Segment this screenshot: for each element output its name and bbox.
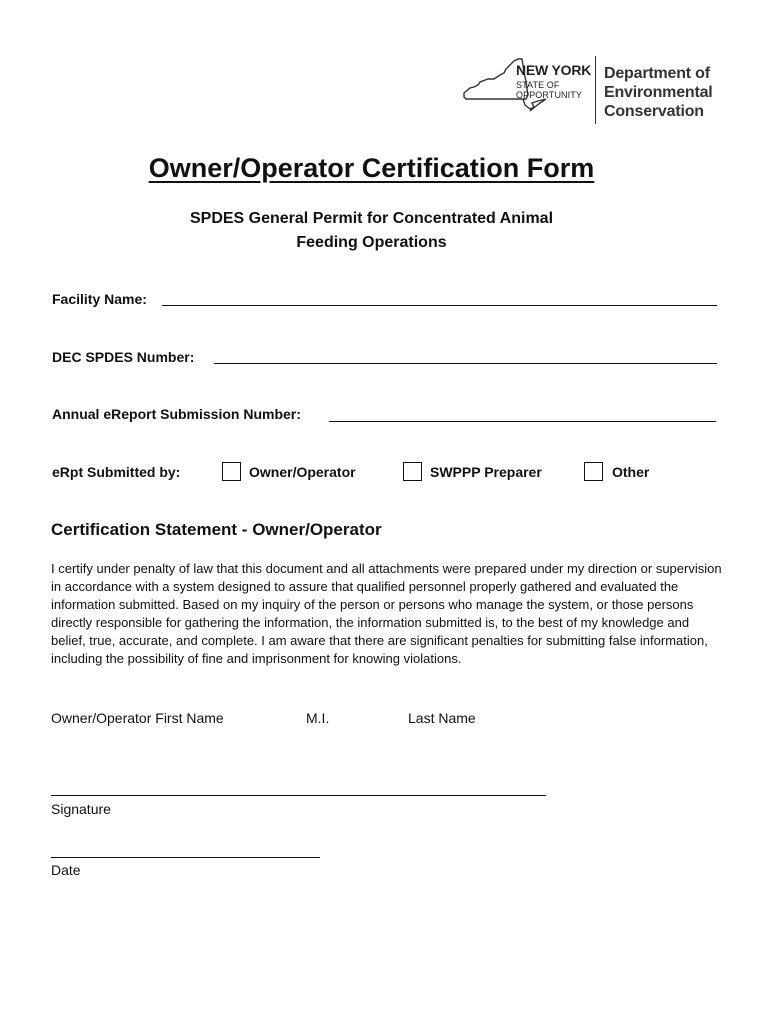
facility-name-label: Facility Name: xyxy=(52,291,147,307)
last-name-label: Last Name xyxy=(408,710,476,726)
owner-operator-option-label: Owner/Operator xyxy=(249,464,356,480)
signature-label: Signature xyxy=(51,801,111,817)
facility-name-field[interactable] xyxy=(162,305,717,306)
submitted-by-label: eRpt Submitted by: xyxy=(52,464,181,480)
dec-spdes-number-field[interactable] xyxy=(214,363,717,364)
form-title: Owner/Operator Certification Form xyxy=(148,153,595,183)
logo-state-of-opportunity: STATE OF OPPORTUNITY xyxy=(516,80,582,100)
swppp-preparer-checkbox[interactable] xyxy=(403,462,422,481)
other-checkbox[interactable] xyxy=(584,462,603,481)
first-name-label: Owner/Operator First Name xyxy=(51,710,224,726)
other-option-label: Other xyxy=(612,464,650,480)
annual-ereport-label: Annual eReport Submission Number: xyxy=(52,406,301,422)
signature-line[interactable] xyxy=(51,795,546,796)
date-label: Date xyxy=(51,862,81,878)
certification-statement: I certify under penalty of law that this document and all attachments were prepared under my direction or supervision in accordance with a system designed to assure that qualified personnel properly gathered and evaluated the information submitted. Based on my inquiry of the person or persons who manage the system, or those persons directly responsible for gathering the information, the information submitted is, to the best of my knowledge and belief, true, accurate, and complete. I am aware that there are significant penalties for submitting false information, including the possibility of fine and imprisonment for knowing violations. xyxy=(51,561,722,666)
middle-initial-label: M.I. xyxy=(306,710,330,726)
logo-new-york: NEW YORK xyxy=(516,62,592,78)
logo-divider xyxy=(595,56,596,124)
dec-spdes-number-label: DEC SPDES Number: xyxy=(52,349,195,365)
swppp-preparer-option-label: SWPPP Preparer xyxy=(430,464,542,480)
logo-department-name: Department of Environmental Conservation xyxy=(604,65,713,120)
certification-heading: Certification Statement - Owner/Operator xyxy=(51,520,382,539)
date-line[interactable] xyxy=(51,857,320,858)
annual-ereport-field[interactable] xyxy=(329,421,716,422)
form-subtitle: SPDES General Permit for Concentrated Animal Feeding Operations xyxy=(189,210,554,251)
owner-operator-checkbox[interactable] xyxy=(222,462,241,481)
